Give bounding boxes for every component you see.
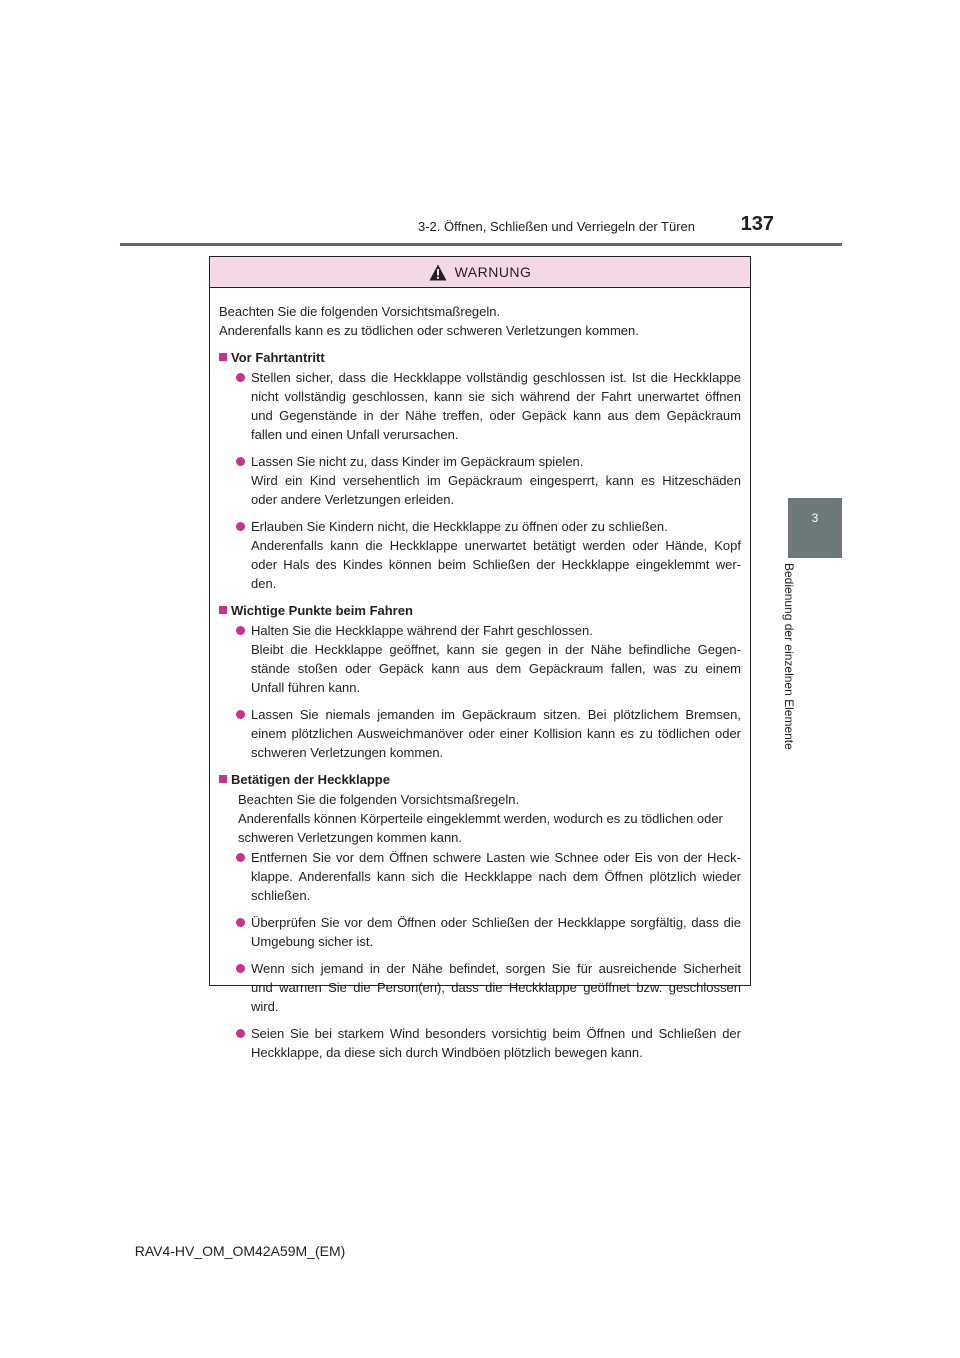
bullet-line: Stellen sicher, dass die Heckklappe vollständig geschlossen ist. Ist die Heckklappe <box>251 370 741 385</box>
bullet-item <box>219 913 741 951</box>
bullet-line: Unfall führen kann. <box>251 680 361 695</box>
bullet-line: Wenn sich jemand in der Nähe befindet, sorgen Sie für ausreichende Sicherheit <box>251 961 741 976</box>
bullet-line: schweren Verletzungen kommen. <box>251 745 444 760</box>
bullet-line: schließen. <box>251 888 311 903</box>
section-text-line: Beachten Sie die folgenden Vorsichtsmaßregeln. <box>238 792 520 807</box>
bullet-line: Wird ein Kind versehentlich im Gepäckraum eingesperrt, kann es Hitzeschäden <box>251 473 741 488</box>
bullet-line: Erlauben Sie Kindern nicht, die Heckklappe zu öffnen oder zu schließen. <box>251 519 668 534</box>
bullet-line: und warnen Sie die Person(en), dass die Heckklappe geöffnet bzw. geschlossen <box>251 980 741 995</box>
intro-line: Anderenfalls kann es zu tödlichen oder schweren Verletzungen kommen. <box>219 323 639 338</box>
bullet-line: oder Hals des Kindes können beim Schließen der Heckklappe eingeklemmt wer- <box>251 557 741 572</box>
section-title-text: Wichtige Punkte beim Fahren <box>231 603 413 618</box>
intro-line: Beachten Sie die folgenden Vorsichtsmaßregeln. <box>219 304 501 319</box>
bullet-line: oder andere Verletzungen erleiden. <box>251 492 455 507</box>
bullet-line: Seien Sie bei starkem Wind besonders vorsichtig beim Öffnen und Schließen der <box>251 1026 741 1041</box>
bullet-line: Überprüfen Sie vor dem Öffnen oder Schließen der Heckklappe sorgfältig, dass die <box>251 915 741 930</box>
round-bullet-icon <box>236 522 245 531</box>
section-title <box>219 348 741 367</box>
section-text-line: Anderenfalls können Körperteile eingeklemmt werden, wodurch es zu tödlichen oder <box>238 811 723 826</box>
warning-title: WARNUNG <box>454 264 532 280</box>
page-number: 137 <box>740 213 774 235</box>
bullet-item <box>219 848 741 905</box>
warning-intro <box>219 302 741 340</box>
section-title-text: Betätigen der Heckklappe <box>231 772 390 787</box>
bullet-item <box>219 621 741 697</box>
square-bullet-icon <box>219 775 227 783</box>
bullet-line: einem plötzlichen Ausweichmanöver oder einer Kollision kann es zu tödlichen oder <box>251 726 741 741</box>
round-bullet-icon <box>236 626 245 635</box>
warning-body <box>210 288 750 1062</box>
chapter-tab: 3 <box>788 498 842 558</box>
round-bullet-icon <box>236 964 245 973</box>
bullet-line: Umgebung sicher ist. <box>251 934 374 949</box>
bullet-line: Bleibt die Heckklappe geöffnet, kann sie gegen in der Nähe befindliche Gegen- <box>251 642 741 657</box>
warning-header <box>210 257 750 288</box>
chapter-label-text: Bedienung der einzelnen Elemente <box>782 563 796 750</box>
bullet-line: fallen und einen Unfall verursachen. <box>251 427 459 442</box>
bullet-line: Lassen Sie nicht zu, dass Kinder im Gepäckraum spielen. <box>251 454 584 469</box>
header-divider <box>120 243 842 246</box>
round-bullet-icon <box>236 457 245 466</box>
bullet-line: und Gegenstände in der Nähe treffen, oder Gepäck kann aus dem Gepäckraum <box>251 408 741 423</box>
bullet-item <box>219 1024 741 1062</box>
section-title-text: Vor Fahrtantritt <box>231 350 325 365</box>
bullet-line: nicht vollständig geschlossen, kann sie sich während der Fahrt unerwartet öffnen <box>251 389 741 404</box>
warning-box <box>209 256 751 1060</box>
bullet-item <box>219 705 741 762</box>
square-bullet-icon <box>219 353 227 361</box>
round-bullet-icon <box>236 918 245 927</box>
bullet-item <box>219 368 741 444</box>
section-header: 3-2. Öffnen, Schließen und Verriegeln der Türen <box>417 219 695 234</box>
section-text <box>219 790 741 847</box>
document-code: RAV4-HV_OM_OM42A59M_(EM) <box>134 1243 346 1259</box>
square-bullet-icon <box>219 606 227 614</box>
bullet-item <box>219 517 741 593</box>
bullet-line: Halten Sie die Heckklappe während der Fahrt geschlossen. <box>251 623 593 638</box>
bullet-line: den. <box>251 576 277 591</box>
section-title <box>219 770 741 789</box>
bullet-item <box>219 452 741 509</box>
chapter-label <box>781 563 811 773</box>
bullet-line: wird. <box>251 999 279 1014</box>
warning-triangle-icon <box>429 264 447 281</box>
round-bullet-icon <box>236 373 245 382</box>
round-bullet-icon <box>236 1029 245 1038</box>
bullet-line: Entfernen Sie vor dem Öffnen schwere Lasten wie Schnee oder Eis von der Heck- <box>251 850 741 865</box>
bullet-line: klappe. Anderenfalls kann sich die Heckklappe nach dem Öffnen plötzlich wieder <box>251 869 741 884</box>
bullet-line: Anderenfalls kann die Heckklappe unerwartet betätigt werden oder Hände, Kopf <box>251 538 741 553</box>
bullet-line: Heckklappe, da diese sich durch Windböen plötzlich bewegen kann. <box>251 1045 643 1060</box>
bullet-item <box>219 959 741 1016</box>
section-title <box>219 601 741 620</box>
round-bullet-icon <box>236 853 245 862</box>
round-bullet-icon <box>236 710 245 719</box>
bullet-line: stände stoßen oder Gepäck kann aus dem Gepäckraum fallen, was zu einem <box>251 661 741 676</box>
bullet-line: Lassen Sie niemals jemanden im Gepäckraum sitzen. Bei plötzlichem Bremsen, <box>251 707 741 722</box>
section-text-line: schweren Verletzungen kommen kann. <box>238 830 463 845</box>
